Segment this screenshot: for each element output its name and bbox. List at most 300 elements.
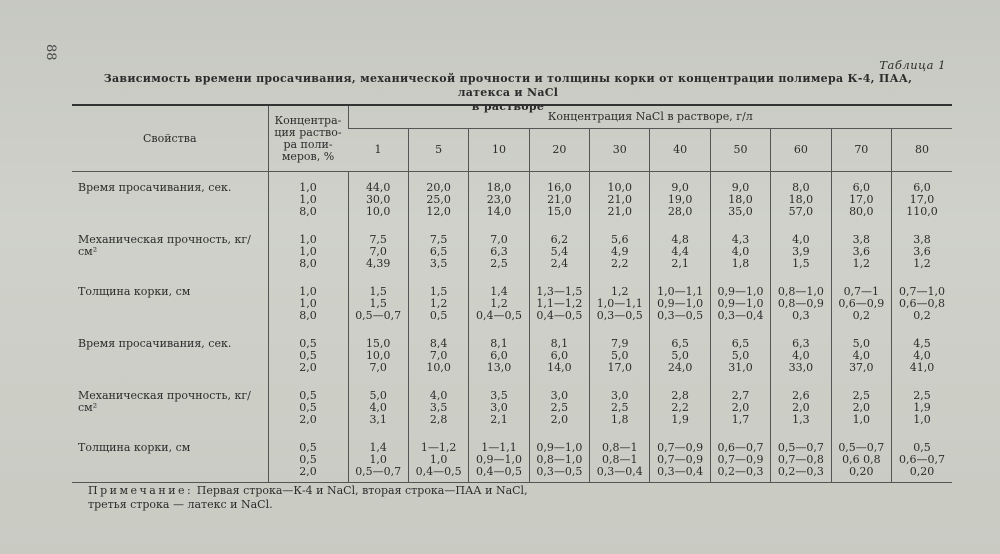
value-line: 1,5 xyxy=(429,285,448,298)
value-line: 0,9—1,0 xyxy=(717,297,764,310)
value-line: 0,2 xyxy=(913,309,931,322)
polymer-conc-value: 2,0 xyxy=(299,465,317,478)
value-line: 6,2 xyxy=(550,233,569,246)
value-line: 0,4—0,5 xyxy=(415,465,462,478)
value-cell xyxy=(469,328,529,380)
value-line: 33,0 xyxy=(788,361,814,374)
polymer-conc-value: 1,0 xyxy=(299,181,317,194)
value-line: 4,4 xyxy=(671,245,689,258)
value-line: 7,5 xyxy=(369,233,387,246)
value-line: 5,0 xyxy=(369,389,387,402)
polymer-conc-cell xyxy=(268,380,348,432)
value-line: 1,4 xyxy=(490,285,508,298)
value-line: 2,6 xyxy=(792,389,810,402)
value-line: 4,0 xyxy=(429,389,448,402)
value-line: 14,0 xyxy=(486,205,512,218)
value-line: 0,7—1,0 xyxy=(899,285,945,298)
value-line: 1,0—1,1 xyxy=(596,297,643,310)
value-cell xyxy=(892,224,952,276)
value-line: 0,6—0,9 xyxy=(838,297,885,310)
table-label: Таблица 1 xyxy=(879,58,946,72)
polymer-conc-value: 2,0 xyxy=(299,413,317,426)
value-line: 1,8 xyxy=(731,257,750,270)
value-line: 0,4—0,5 xyxy=(475,309,522,322)
value-line: 24,0 xyxy=(667,361,693,374)
value-cell xyxy=(771,328,831,380)
value-line: 37,0 xyxy=(849,361,874,374)
table-row xyxy=(72,172,952,225)
value-line: 3,6 xyxy=(913,245,931,258)
value-line: 1,5 xyxy=(369,285,387,298)
value-line: 35,0 xyxy=(728,205,753,218)
value-line: 0,20 xyxy=(849,465,874,478)
value-line: 1,3—1,5 xyxy=(536,285,583,298)
value-cell xyxy=(590,380,650,432)
value-cell xyxy=(469,276,529,328)
value-line: 4,3 xyxy=(731,233,750,246)
value-line: 0,9—1,0 xyxy=(536,441,583,454)
header-nacl-level: 20 xyxy=(529,129,589,172)
value-line: 0,3—0,5 xyxy=(536,465,583,478)
header-nacl-level: 50 xyxy=(710,129,770,172)
value-cell xyxy=(892,172,952,225)
value-cell xyxy=(590,276,650,328)
value-cell xyxy=(348,224,408,276)
value-cell xyxy=(590,432,650,483)
value-line: 9,0 xyxy=(671,181,689,194)
value-cell xyxy=(348,276,408,328)
header-properties: Свойства xyxy=(72,105,268,172)
value-line: 110,0 xyxy=(906,205,938,218)
value-line: 4,0 xyxy=(792,233,810,246)
polymer-conc-cell xyxy=(268,172,348,225)
value-line: 8,1 xyxy=(550,337,569,350)
value-line: 18,0 xyxy=(486,181,512,194)
value-line: 1,0 xyxy=(913,413,931,426)
polymer-conc-value: 8,0 xyxy=(299,309,317,322)
value-line: 0,9—1,0 xyxy=(475,453,522,466)
value-line: 21,0 xyxy=(547,193,572,206)
value-line: 9,0 xyxy=(731,181,750,194)
value-line: 0,4—0,5 xyxy=(536,309,583,322)
header-nacl-level: 60 xyxy=(771,129,831,172)
value-line: 0,9—1,0 xyxy=(657,297,704,310)
value-line: 4,0 xyxy=(731,245,750,258)
value-line: 0,2—0,3 xyxy=(717,465,764,478)
value-cell xyxy=(408,432,468,483)
value-line: 3,8 xyxy=(852,233,871,246)
polymer-conc-value: 1,0 xyxy=(299,233,317,246)
value-line: 2,2 xyxy=(671,401,689,414)
value-line: 3,5 xyxy=(429,257,448,270)
value-line: 1,9 xyxy=(913,401,931,414)
value-line: 13,0 xyxy=(486,361,512,374)
value-line: 0,8—1,0 xyxy=(777,285,824,298)
value-line: 7,5 xyxy=(429,233,448,246)
value-line: 21,0 xyxy=(607,193,632,206)
value-cell xyxy=(892,276,952,328)
value-cell xyxy=(771,380,831,432)
property-cell: Механическая прочность, кг/см² xyxy=(78,233,251,258)
value-cell xyxy=(529,276,589,328)
polymer-conc-value: 0,5 xyxy=(299,401,317,414)
value-line: 0,5 xyxy=(429,309,448,322)
value-line: 15,0 xyxy=(547,205,572,218)
value-cell xyxy=(408,380,468,432)
polymer-conc-value: 1,0 xyxy=(299,297,317,310)
value-line: 14,0 xyxy=(547,361,572,374)
value-line: 7,0 xyxy=(369,245,387,258)
value-line: 0,3—0,4 xyxy=(596,465,643,478)
value-line: 0,3—0,5 xyxy=(657,309,704,322)
value-line: 7,0 xyxy=(429,349,448,362)
polymer-conc-cell xyxy=(268,432,348,483)
data-table xyxy=(72,104,952,483)
value-line: 4,0 xyxy=(852,349,871,362)
value-line: 4,0 xyxy=(792,349,810,362)
value-line: 0,3—0,4 xyxy=(717,309,764,322)
table-body xyxy=(72,172,952,483)
value-line: 2,5 xyxy=(550,401,569,414)
title-line-2: в растворе xyxy=(471,100,545,113)
value-line: 1,0—1,1 xyxy=(657,285,704,298)
header-nacl-level: 80 xyxy=(892,129,952,172)
value-cell xyxy=(529,380,589,432)
value-cell xyxy=(831,328,891,380)
value-line: 0,8—1,0 xyxy=(536,453,583,466)
value-cell xyxy=(710,276,770,328)
value-cell xyxy=(710,380,770,432)
value-line: 2,0 xyxy=(550,413,569,426)
value-cell xyxy=(771,224,831,276)
table-note xyxy=(88,484,528,512)
value-line: 3,0 xyxy=(550,389,569,402)
value-line: 0,6—0,7 xyxy=(717,441,764,454)
header-nacl-level: 70 xyxy=(831,129,891,172)
page-number: 88 xyxy=(43,44,58,61)
value-cell xyxy=(408,276,468,328)
value-cell xyxy=(710,432,770,483)
table-row xyxy=(72,432,952,483)
value-line: 1,2 xyxy=(913,257,931,270)
value-line: 0,20 xyxy=(909,465,935,478)
table-row xyxy=(72,328,952,380)
value-line: 44,0 xyxy=(365,181,391,194)
value-line: 6,3 xyxy=(792,337,810,350)
value-line: 2,1 xyxy=(671,257,689,270)
value-cell xyxy=(650,224,710,276)
value-cell xyxy=(529,328,589,380)
value-cell xyxy=(408,328,468,380)
value-line: 10,0 xyxy=(365,349,391,362)
value-line: 5,0 xyxy=(731,349,750,362)
value-line: 15,0 xyxy=(365,337,391,350)
property-cell: Время просачивания, сек. xyxy=(78,181,232,194)
polymer-conc-value: 2,0 xyxy=(299,361,317,374)
value-line: 41,0 xyxy=(909,361,935,374)
header-nacl-conc: Концентрация NaCl в растворе, г/л xyxy=(348,105,952,129)
value-line: 6,0 xyxy=(490,349,508,362)
header-nacl-level: 40 xyxy=(650,129,710,172)
value-cell xyxy=(590,224,650,276)
value-line: 21,0 xyxy=(607,205,632,218)
polymer-conc-value: 0,5 xyxy=(299,389,317,402)
value-cell xyxy=(469,380,529,432)
value-line: 3,5 xyxy=(490,389,508,402)
value-line: 0,6—0,8 xyxy=(899,297,945,310)
property-cell: Время просачивания, сек. xyxy=(78,337,232,350)
value-line: 5,0 xyxy=(611,349,629,362)
value-line: 4,0 xyxy=(913,349,931,362)
value-line: 18,0 xyxy=(788,193,814,206)
value-line: 1,9 xyxy=(671,413,689,426)
value-line: 1—1,1 xyxy=(481,441,517,454)
value-cell xyxy=(650,328,710,380)
value-line: 3,6 xyxy=(852,245,871,258)
value-cell xyxy=(469,432,529,483)
value-line: 2,7 xyxy=(731,389,750,402)
value-line: 0,3—0,5 xyxy=(596,309,643,322)
value-cell xyxy=(710,224,770,276)
header-nacl-level: 10 xyxy=(469,129,529,172)
value-line: 1,2 xyxy=(852,257,871,270)
value-line: 57,0 xyxy=(788,205,814,218)
value-line: 17,0 xyxy=(607,361,632,374)
value-cell xyxy=(469,172,529,225)
value-cell xyxy=(771,432,831,483)
header-nacl-level: 1 xyxy=(348,129,408,172)
value-line: 25,0 xyxy=(426,193,451,206)
value-line: 2,4 xyxy=(550,257,569,270)
polymer-conc-value: 0,5 xyxy=(299,441,317,454)
table-row xyxy=(72,224,952,276)
polymer-conc-cell xyxy=(268,224,348,276)
property-cell: Толщина корки, см xyxy=(78,285,191,298)
value-line: 6,0 xyxy=(550,349,569,362)
property-cell: Толщина корки, см xyxy=(72,432,268,483)
value-line: 1—1,2 xyxy=(420,441,457,454)
value-line: 0,7—0,8 xyxy=(777,453,824,466)
value-line: 0,5—0,7 xyxy=(355,465,402,478)
value-line: 2,1 xyxy=(490,413,508,426)
value-line: 3,9 xyxy=(792,245,810,258)
value-cell xyxy=(771,276,831,328)
polymer-conc-value: 1,0 xyxy=(299,193,317,206)
value-line: 1,2 xyxy=(611,285,629,298)
value-line: 0,8—1 xyxy=(602,441,638,454)
value-line: 4,9 xyxy=(611,245,629,258)
value-line: 0,5—0,7 xyxy=(355,309,402,322)
value-line: 16,0 xyxy=(547,181,572,194)
value-cell xyxy=(469,224,529,276)
note-label: Примечание: xyxy=(88,484,194,497)
value-line: 2,5 xyxy=(611,401,629,414)
value-cell xyxy=(408,224,468,276)
value-line: 0,2 xyxy=(852,309,871,322)
value-cell xyxy=(710,328,770,380)
value-cell xyxy=(831,380,891,432)
table-row xyxy=(72,380,952,432)
value-line: 4,5 xyxy=(913,337,931,350)
value-line: 4,8 xyxy=(671,233,689,246)
value-line: 17,0 xyxy=(849,193,874,206)
value-line: 2,5 xyxy=(913,389,931,402)
value-line: 0,7—1 xyxy=(843,285,880,298)
value-line: 0,5—0,7 xyxy=(777,441,824,454)
header-nacl-level: 30 xyxy=(590,129,650,172)
value-line: 8,0 xyxy=(792,181,810,194)
value-line: 31,0 xyxy=(728,361,753,374)
value-cell xyxy=(650,276,710,328)
polymer-conc-cell xyxy=(268,328,348,380)
value-line: 1,0 xyxy=(852,413,871,426)
value-cell xyxy=(650,432,710,483)
value-line: 2,5 xyxy=(490,257,508,270)
value-line: 1,2 xyxy=(490,297,508,310)
value-line: 0,8—0,9 xyxy=(777,297,824,310)
polymer-conc-value: 8,0 xyxy=(299,205,317,218)
value-cell xyxy=(892,432,952,483)
value-line: 0,8—1 xyxy=(602,453,638,466)
value-line: 2,0 xyxy=(731,401,750,414)
value-line: 5,4 xyxy=(550,245,569,258)
value-line: 18,0 xyxy=(728,193,753,206)
value-line: 1,4 xyxy=(369,441,387,454)
value-cell xyxy=(590,328,650,380)
value-cell xyxy=(348,328,408,380)
value-line: 23,0 xyxy=(486,193,512,206)
value-line: 2,2 xyxy=(611,257,629,270)
value-cell xyxy=(348,172,408,225)
header-nacl-level: 5 xyxy=(408,129,468,172)
value-line: 5,0 xyxy=(671,349,689,362)
polymer-conc-value: 0,5 xyxy=(299,453,317,466)
value-cell xyxy=(348,380,408,432)
value-cell xyxy=(650,172,710,225)
polymer-conc-value: 0,5 xyxy=(299,349,317,362)
value-line: 1,8 xyxy=(611,413,629,426)
value-line: 1,3 xyxy=(792,413,810,426)
value-line: 1,0 xyxy=(369,453,387,466)
polymer-conc-value: 0,5 xyxy=(299,337,317,350)
value-line: 3,0 xyxy=(611,389,629,402)
value-line: 2,0 xyxy=(792,401,810,414)
value-cell xyxy=(892,380,952,432)
value-line: 17,0 xyxy=(909,193,935,206)
note-line-2: третья строка — латекс и NaCl. xyxy=(88,498,273,511)
value-line: 3,8 xyxy=(913,233,931,246)
value-line: 12,0 xyxy=(426,205,451,218)
value-line: 1,0 xyxy=(429,453,448,466)
value-line: 8,1 xyxy=(490,337,508,350)
value-line: 0,6—0,7 xyxy=(899,453,945,466)
note-line-1: Первая строка—К-4 и NaCl, вторая строка—ПАА и NaCl, xyxy=(196,484,528,497)
value-cell xyxy=(348,432,408,483)
value-line: 10,0 xyxy=(365,205,391,218)
value-line: 4,0 xyxy=(369,401,387,414)
value-cell xyxy=(529,172,589,225)
value-line: 1,5 xyxy=(369,297,387,310)
value-line: 8,4 xyxy=(429,337,448,350)
value-line: 80,0 xyxy=(849,205,874,218)
value-cell xyxy=(650,380,710,432)
title-line-1: Зависимость времени просачивания, механической прочности и толщины корки от концентрации полимера К-4, ПАА, латекса и NaCl xyxy=(103,72,913,99)
value-cell xyxy=(831,224,891,276)
value-line: 6,5 xyxy=(731,337,750,350)
value-cell xyxy=(529,224,589,276)
table-header xyxy=(72,105,952,172)
polymer-conc-value: 8,0 xyxy=(299,257,317,270)
value-line: 2,8 xyxy=(429,413,448,426)
value-line: 6,5 xyxy=(429,245,448,258)
value-line: 0,2—0,3 xyxy=(777,465,824,478)
value-line: 10,0 xyxy=(426,361,451,374)
value-line: 0,5 xyxy=(913,441,931,454)
value-cell xyxy=(529,432,589,483)
value-line: 2,0 xyxy=(852,401,871,414)
value-line: 7,9 xyxy=(611,337,629,350)
value-line: 1,7 xyxy=(731,413,750,426)
value-line: 19,0 xyxy=(667,193,693,206)
value-line: 5,6 xyxy=(611,233,629,246)
value-line: 0,9—1,0 xyxy=(717,285,764,298)
value-cell xyxy=(831,276,891,328)
value-line: 0,4—0,5 xyxy=(475,465,522,478)
polymer-conc-value: 1,0 xyxy=(299,245,317,258)
value-line: 1,2 xyxy=(429,297,448,310)
property-cell: Механическая прочность, кг/см² xyxy=(78,389,251,414)
value-line: 0,3—0,4 xyxy=(657,465,704,478)
value-line: 6,0 xyxy=(913,181,931,194)
polymer-conc-value: 1,0 xyxy=(299,285,317,298)
value-line: 0,3 xyxy=(792,309,810,322)
value-line: 4,39 xyxy=(365,257,391,270)
value-line: 10,0 xyxy=(607,181,632,194)
value-line: 0,5—0,7 xyxy=(838,441,885,454)
value-line: 3,5 xyxy=(429,401,448,414)
value-line: 2,5 xyxy=(852,389,871,402)
value-line: 3,1 xyxy=(369,413,387,426)
header-polymer-conc: Концентра-ция раство-ра поли-меров, % xyxy=(268,105,348,172)
value-line: 28,0 xyxy=(667,205,693,218)
value-line: 1,1—1,2 xyxy=(536,297,583,310)
value-line: 6,0 xyxy=(852,181,871,194)
value-line: 6,5 xyxy=(671,337,689,350)
value-line: 2,8 xyxy=(671,389,689,402)
value-line: 0,7—0,9 xyxy=(717,453,764,466)
value-line: 5,0 xyxy=(852,337,871,350)
value-line: 1,5 xyxy=(792,257,810,270)
value-line: 6,3 xyxy=(490,245,508,258)
value-line: 7,0 xyxy=(490,233,508,246)
value-cell xyxy=(892,328,952,380)
value-cell xyxy=(710,172,770,225)
value-line: 0,7—0,9 xyxy=(657,441,704,454)
value-cell xyxy=(831,432,891,483)
value-line: 20,0 xyxy=(426,181,451,194)
value-line: 30,0 xyxy=(365,193,391,206)
value-cell xyxy=(408,172,468,225)
value-line: 3,0 xyxy=(490,401,508,414)
polymer-conc-cell xyxy=(268,276,348,328)
value-cell xyxy=(590,172,650,225)
table-row xyxy=(72,276,952,328)
value-line: 0,6 0,8 xyxy=(842,453,881,466)
value-cell xyxy=(771,172,831,225)
value-cell xyxy=(831,172,891,225)
value-line: 0,7—0,9 xyxy=(657,453,704,466)
value-line: 7,0 xyxy=(369,361,387,374)
